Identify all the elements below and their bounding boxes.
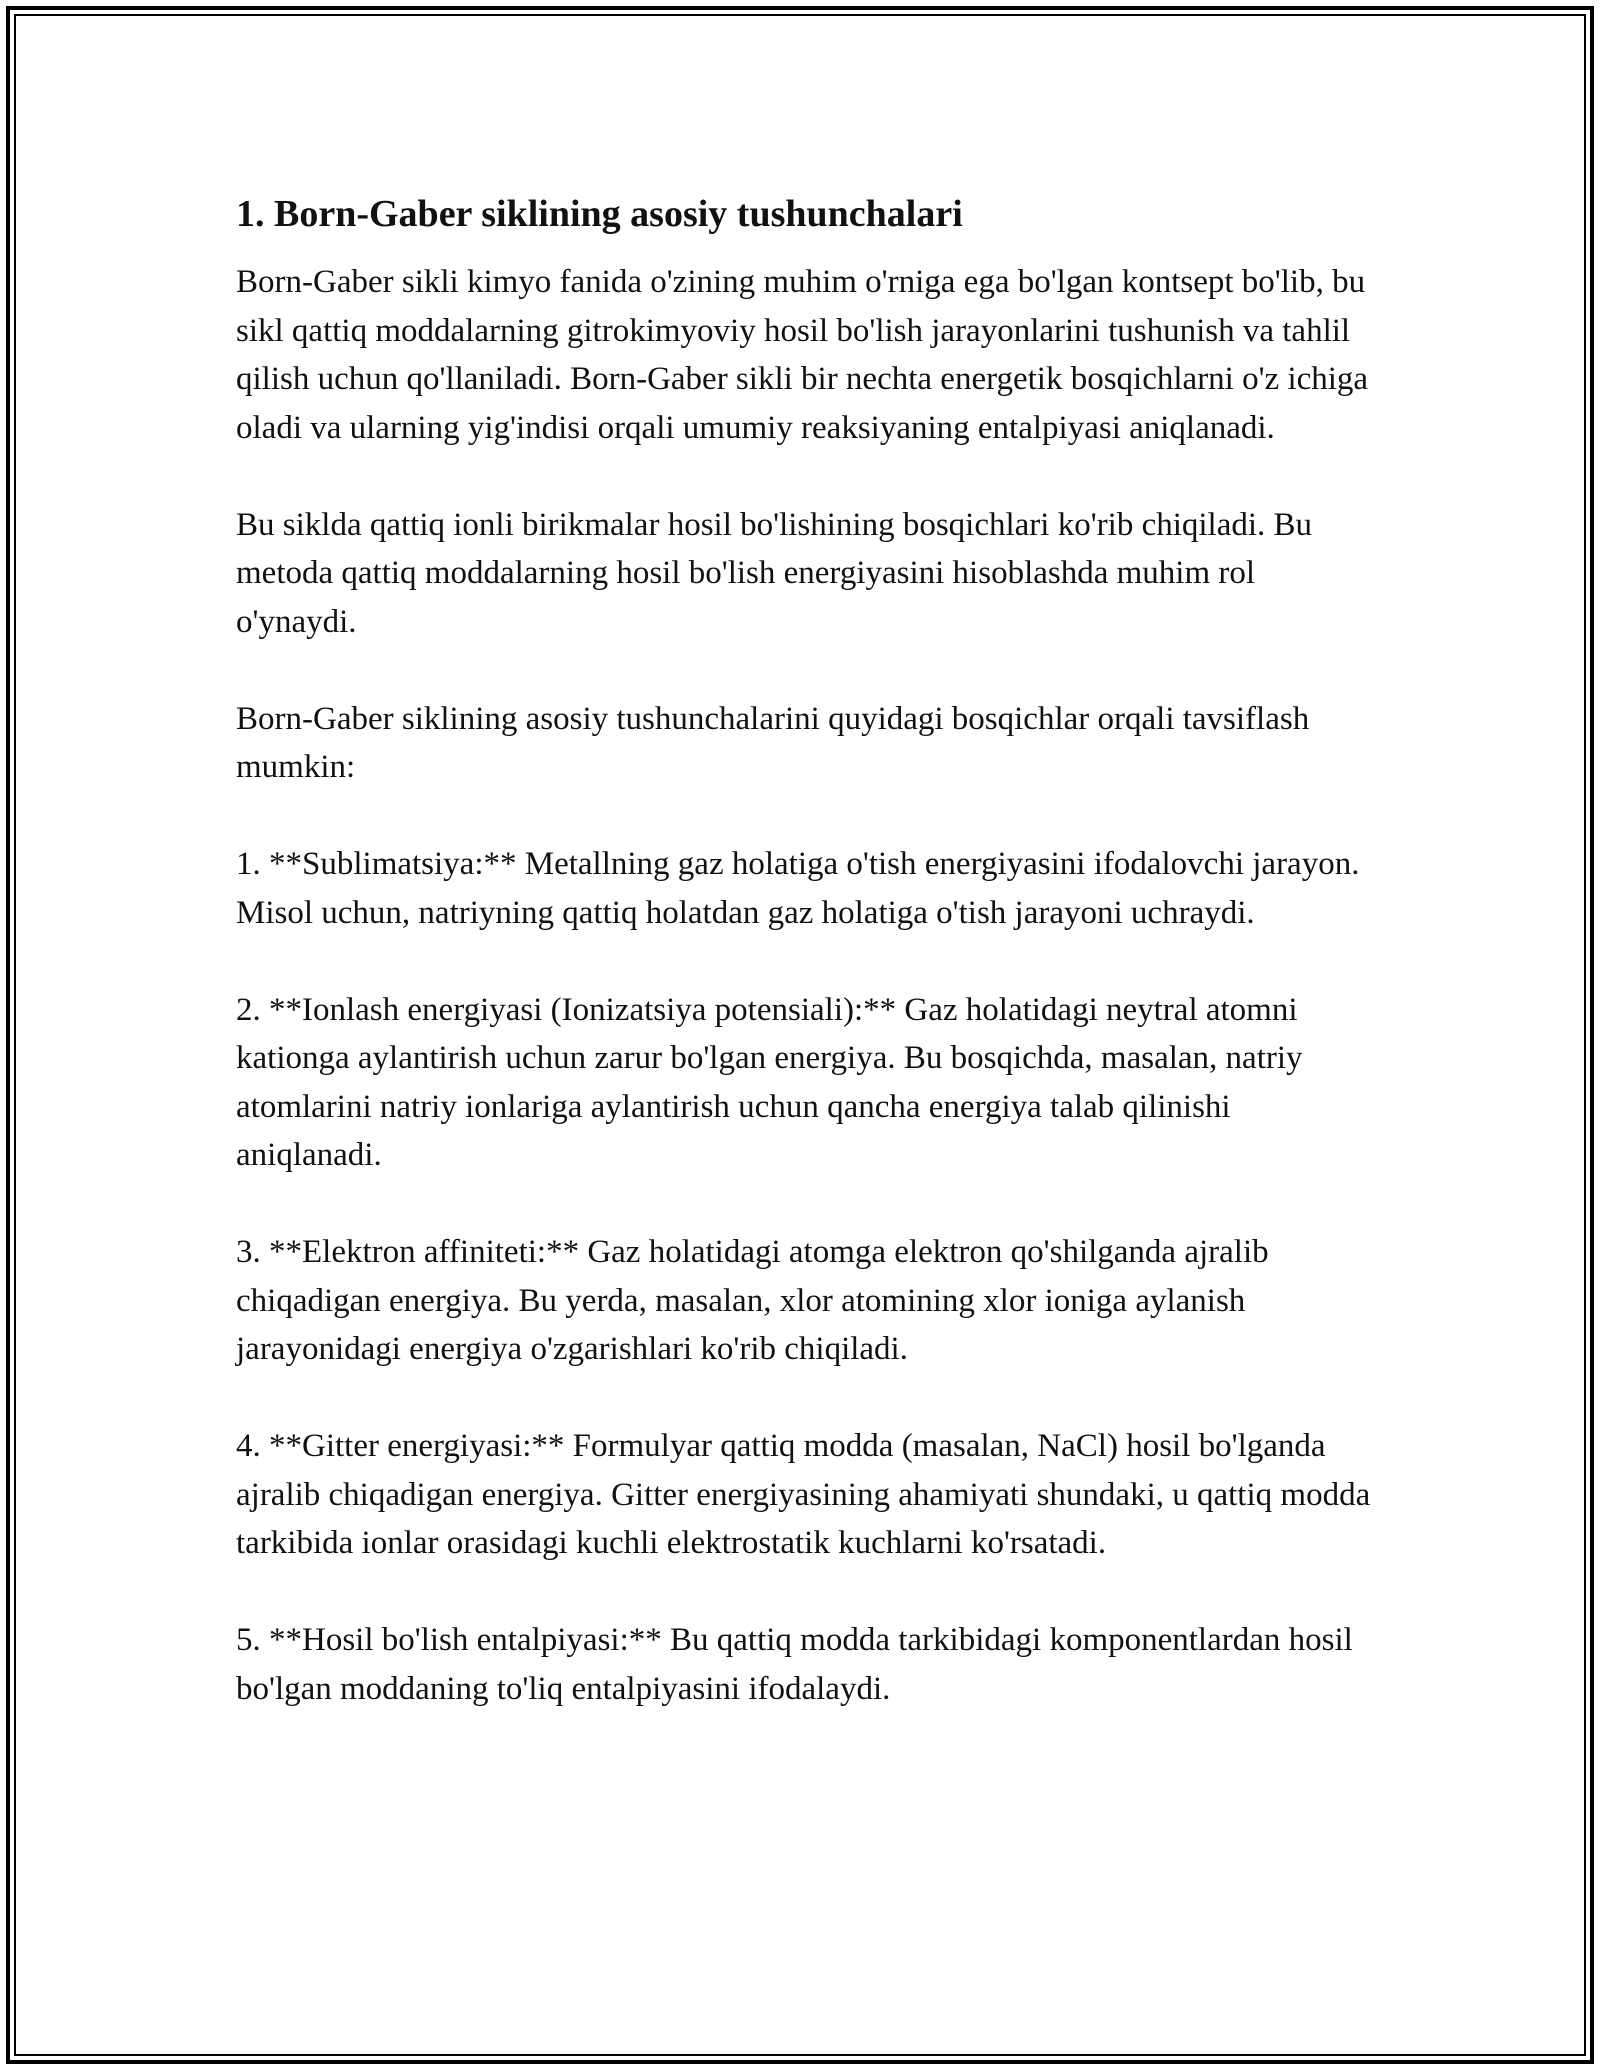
list-item-lattice-energy: 4. **Gitter energiyasi:** Formulyar qattiq modda (masalan, NaCl) hosil bo'lganda ajralib chiqadigan energiya. Gitter energiyasining ahamiyati shundaki, u qattiq modda tarkibida ionlar orasidagi kuchli elektrostatik kuchlarni ko'rsatadi. xyxy=(236,1428,1371,1561)
document-body xyxy=(236,188,1376,1762)
list-item-sublimation: 1. **Sublimatsiya:** Metallning gaz holatiga o'tish energiyasini ifodalovchi jarayon. Misol uchun, natriyning qattiq holatdan gaz holatiga o'tish jarayoni uchraydi. xyxy=(236,846,1360,931)
list-item-ionization-energy: 2. **Ionlash energiyasi (Ionizatsiya potensiali):** Gaz holatidagi neytral atomni kationga aylantirish uchun zarur bo'lgan energiya. Bu bosqichda, masalan, natriy atomlarini natriy ionlariga aylantirish uchun qancha energiya talab qilinishi aniqlanadi. xyxy=(236,991,1303,1173)
list-item-formation-enthalpy: 5. **Hosil bo'lish entalpiyasi:** Bu qattiq modda tarkibidagi komponentlardan hosil bo'lgan moddaning to'liq entalpiyasini ifodalaydi. xyxy=(236,1622,1353,1707)
paragraph-steps-intro: Born-Gaber siklining asosiy tushunchalarini quyidagi bosqichlar orqali tavsiflash mumkin: xyxy=(236,700,1310,785)
paragraph-intro: Born-Gaber sikli kimyo fanida o'zining muhim o'rniga ega bo'lgan kontsept bo'lib, bu sikl qattiq moddalarning gitrokimyoviy hosil bo'lish jarayonlarini tushunish va tahlil qilish uchun qo'llaniladi. Born-Gaber sikli bir nechta energetik bosqichlarni o'z ichiga oladi va ularning yig'indisi orqali umumiy reaksiyaning entalpiyasi aniqlanadi. xyxy=(236,264,1369,446)
list-item-electron-affinity: 3. **Elektron affiniteti:** Gaz holatidagi atomga elektron qo'shilganda ajralib chiqadigan energiya. Bu yerda, masalan, xlor atomining xlor ioniga aylanish jarayonidagi energiya o'zgarishlari ko'rib chiqiladi. xyxy=(236,1234,1269,1367)
page-title: 1. Born-Gaber siklining asosiy tushunchalari xyxy=(236,193,963,235)
paragraph-ionic-compounds: Bu siklda qattiq ionli birikmalar hosil bo'lishining bosqichlari ko'rib chiqiladi. Bu metoda qattiq moddalarning hosil bo'lish energiyasini hisoblashda muhim rol o'ynaydi. xyxy=(236,506,1313,640)
